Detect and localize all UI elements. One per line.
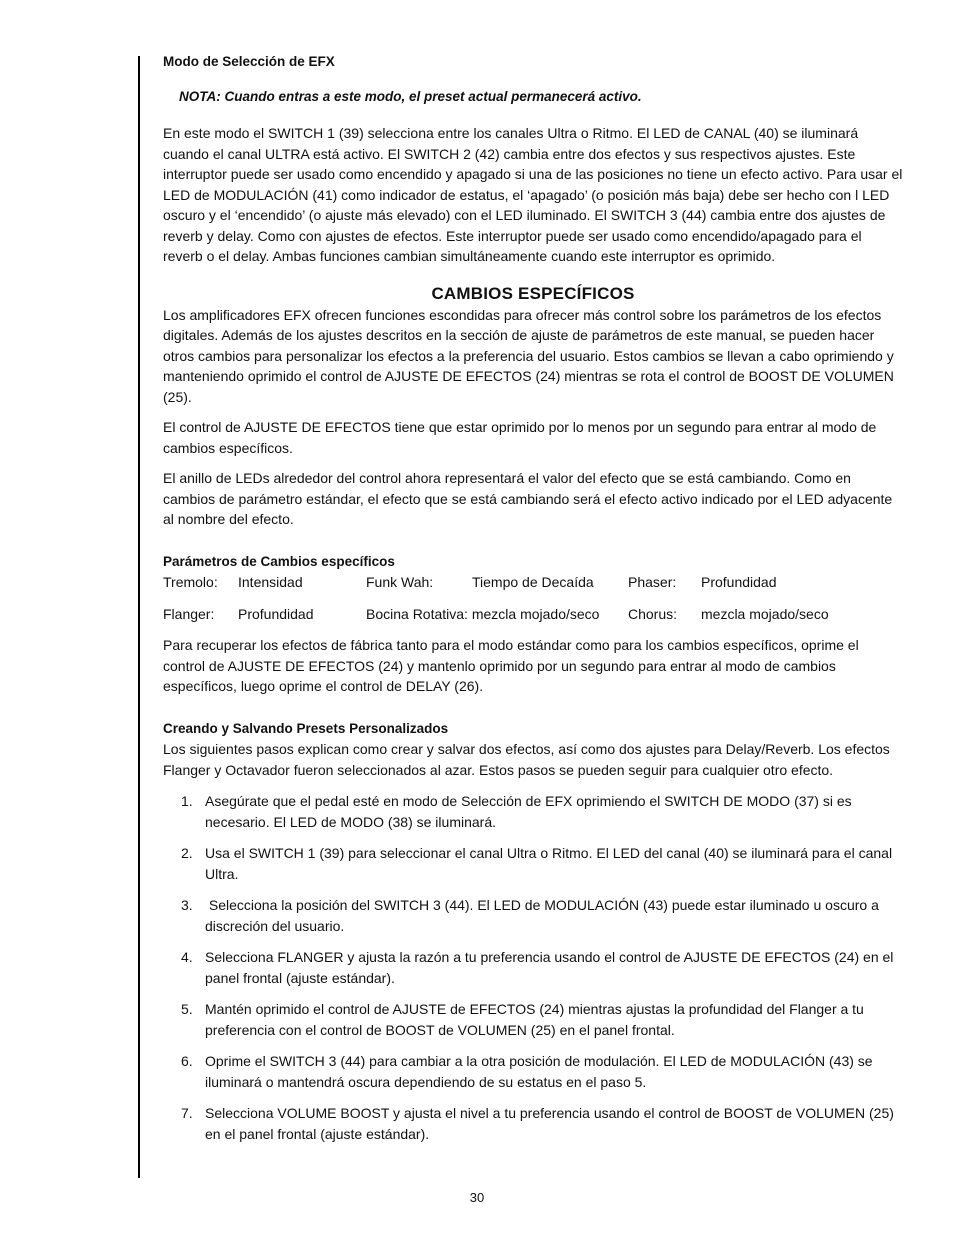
step-text: Mantén oprimido el control de AJUSTE de EFECTOS (24) mientras ajustas la profundidad del Flanger a tu preferencia con el control de BOOST de VOLUMEN (25) en el panel frontal. <box>205 1001 864 1038</box>
steps-list <box>163 791 903 1144</box>
step-text: Asegúrate que el pedal esté en modo de Selección de EFX oprimiendo el SWITCH DE MODO (37) si es necesario. El LED de MODO (38) se iluminará. <box>205 793 852 830</box>
step-number: 3. <box>181 897 193 913</box>
list-item <box>163 843 903 884</box>
params-row <box>163 572 903 593</box>
list-item <box>163 999 903 1040</box>
step-text: Selecciona la posición del SWITCH 3 (44). El LED de MODULACIÓN (43) puede estar iluminado u oscuro a discreción del usuario. <box>205 897 883 934</box>
param-effect: Funk Wah: <box>366 574 434 590</box>
param-value: mezcla mojado/seco <box>701 605 829 622</box>
list-item <box>163 791 903 832</box>
led-ring-paragraph: El anillo de LEDs alrededor del control ahora representará el valor del efecto que se está cambiando. Como en cambios de parámetro estándar, el efecto que se está cambiando será el efecto activo indicado por el LED adyacente al nombre del efecto. <box>163 470 893 527</box>
intro-paragraph: Los amplificadores EFX ofrecen funciones escondidas para ofrecer más control sobre los parámetros de los efectos digitales. Además de los ajustes descritos en la sección de ajuste de parámetros de este manual, se pueden hacer otros cambios para personalizar los efectos a la preferencia del usuario. Estos cambios se llevan a cabo oprimiendo y manteniendo oprimido el control de AJUSTE DE EFECTOS (24) mientras se rota el control de BOOST DE VOLUMEN (25). <box>163 306 894 405</box>
param-effect: Bocina Rotativa: mezcla mojado/seco <box>366 605 600 622</box>
step-number: 5. <box>181 1001 193 1017</box>
step-number: 6. <box>181 1053 193 1069</box>
list-item <box>163 947 903 988</box>
params-heading: Parámetros de Cambios específicos <box>163 553 395 569</box>
list-item <box>163 1051 903 1092</box>
margin-rule <box>138 56 140 1178</box>
param-effect: Flanger: <box>163 605 215 622</box>
step-number: 4. <box>181 949 193 965</box>
page-number: 30 <box>469 1190 485 1205</box>
section-title: CAMBIOS ESPECÍFICOS <box>431 283 635 303</box>
param-value: Intensidad <box>238 574 303 590</box>
efx-mode-paragraph: En este modo el SWITCH 1 (39) selecciona entre los canales Ultra o Ritmo. El LED de CANAL (40) se iluminará cuando el canal ULTRA está activo. El SWITCH 2 (42) cambia entre dos efectos y sus respectivos ajustes. Este interruptor puede ser usado como encendido y apagado si una de las posiciones no tiene un efecto activo. Para usar el LED de MODULACIÓN (41) como indicador de estatus, el ‘apagado’ (o posición más baja) debe ser hecho con l LED oscuro y el ‘encendido’ (o ajuste más elevado) con el LED iluminado. El SWITCH 3 (44) cambia entre dos ajustes de reverb y delay. Como con ajustes de efectos. Este interruptor puede ser usado como encendido/apagado para el reverb o el delay. Ambas funciones cambian simultáneamente cuando este interruptor es oprimido. <box>163 125 903 264</box>
efx-mode-heading: Modo de Selección de EFX <box>163 54 335 69</box>
list-item <box>163 1103 903 1144</box>
step-number: 1. <box>181 793 193 809</box>
step-text: Selecciona FLANGER y ajusta la razón a tu preferencia usando el control de AJUSTE DE EFECTOS (24) en el panel frontal (ajuste estándar). <box>205 949 894 986</box>
presets-intro: Los siguientes pasos explican como crear y salvar dos efectos, así como dos ajustes para Delay/Reverb. Los efectos Flanger y Octavador fueron seleccionados al azar. Estos pasos se pueden seguir para cualquier otro efecto. <box>163 741 890 778</box>
list-item <box>163 895 903 936</box>
step-text: Usa el SWITCH 1 (39) para seleccionar el canal Ultra o Ritmo. El LED del canal (40) se iluminará para el canal Ultra. <box>205 845 893 882</box>
step-number: 7. <box>181 1105 193 1121</box>
param-value: Profundidad <box>701 574 777 590</box>
step-number: 2. <box>181 845 193 861</box>
param-effect: Chorus: <box>628 605 678 622</box>
presets-heading: Creando y Salvando Presets Personalizados <box>163 720 449 736</box>
hold-paragraph: El control de AJUSTE DE EFECTOS tiene que estar oprimido por lo menos por un segundo para entrar al modo de cambios específicos. <box>163 419 877 456</box>
param-value: Tiempo de Decaída <box>472 574 594 590</box>
factory-reset-paragraph: Para recuperar los efectos de fábrica tanto para el modo estándar como para los cambios específicos, oprime el control de AJUSTE DE EFECTOS (24) y mantenlo oprimido por un segundo para entrar al modo de cambios específicos, luego oprime el control de DELAY (26). <box>163 637 859 694</box>
params-row <box>163 604 903 625</box>
document-body <box>163 52 903 1144</box>
param-effect: Tremolo: <box>163 574 218 590</box>
efx-mode-note: NOTA: Cuando entras a este modo, el preset actual permanecerá activo. <box>179 88 642 104</box>
param-effect: Phaser: <box>628 574 677 590</box>
step-text: Selecciona VOLUME BOOST y ajusta el nivel a tu preferencia usando el control de BOOST de VOLUMEN (25) en el panel frontal (ajuste estándar). <box>205 1105 894 1142</box>
param-value: Profundidad <box>238 605 314 622</box>
step-text: Oprime el SWITCH 3 (44) para cambiar a la otra posición de modulación. El LED de MODULACIÓN (43) se iluminará o mantendrá oscura dependiendo de su estatus en el paso 5. <box>205 1053 873 1090</box>
